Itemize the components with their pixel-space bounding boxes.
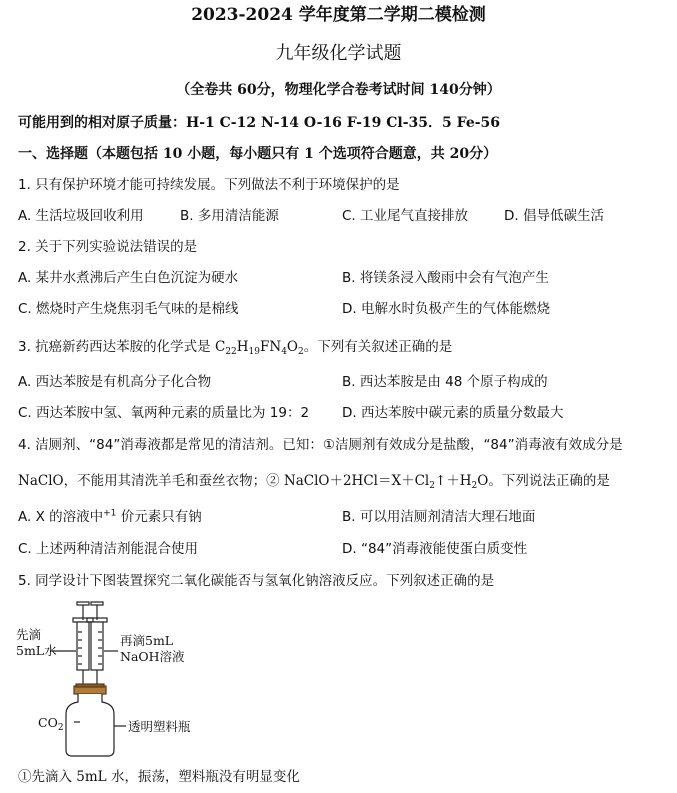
co2-text: CO	[38, 715, 58, 730]
left-plunger-cap	[77, 602, 89, 605]
eq-left: NaClO＋2HCl＝X＋Cl	[283, 473, 430, 489]
exam-note: （全卷共 60分，物理化学合卷考试时间 140分钟）	[176, 82, 501, 98]
q3-option-d: D. 西达苯胺中碳元素的质量分数最大	[342, 405, 564, 421]
q3-option-c: C. 西达苯胺中氢、氧两种元素的质量比为 19：2	[18, 405, 310, 421]
q4-a-post: 价元素只有钠	[116, 509, 202, 525]
q1-option-c: C. 工业尾气直接排放	[342, 208, 469, 224]
q4-stem2-pre: NaClO，不能用其清洗羊毛和蚕丝衣物；②	[18, 473, 284, 489]
right-plunger-cap	[91, 602, 103, 605]
formula-h-count: 19	[248, 347, 260, 357]
q5-item1: ①先滴入 5mL 水，振荡，塑料瓶没有明显变化	[18, 769, 300, 785]
q4-option-b: B. 可以用洁厕剂清洁大理石地面	[342, 509, 536, 525]
label-drip-first: 先滴	[16, 627, 42, 642]
formula-c: C	[214, 339, 226, 355]
q4-stem-line2	[18, 472, 610, 490]
q4-a-pre: A. X 的溶液中	[18, 509, 104, 525]
q3-stem-pre: 3. 抗癌新药西达苯胺的化学式是	[18, 339, 215, 355]
q4-option-d: D. “84”消毒液能使蛋白质变性	[342, 541, 528, 557]
q2-stem: 2. 关于下列实验说法错误的是	[18, 239, 198, 255]
q1-option-a: A. 生活垃圾回收利用	[18, 208, 144, 224]
q5-stem: 5. 同学设计下图装置探究二氧化碳能否与氢氧化钠溶液反应。下列叙述正确的是	[18, 573, 495, 589]
section-heading: 一、选择题（本题包括 10 小题，每小题只有 1 个选项符合题意，共 20分）	[18, 146, 498, 162]
q3-option-b: B. 西达苯胺是由 48 个原子构成的	[342, 374, 548, 390]
formula-n-count: 4	[281, 347, 287, 357]
label-co2	[38, 715, 64, 733]
label-5ml-water: 5mL水	[16, 643, 57, 658]
formula-o-count: 2	[298, 347, 304, 357]
q2-option-a: A. 某井水煮沸后产生白色沉淀为硬水	[18, 270, 239, 286]
eq-h: ＋H	[446, 473, 472, 489]
exam-title: 2023-2024 学年度第二学期二模检测	[191, 5, 486, 25]
apparatus-figure	[10, 598, 220, 760]
co2-count: 2	[57, 723, 64, 733]
q1-option-d: D. 倡导低碳生活	[504, 208, 604, 224]
formula-fn: FN	[260, 339, 282, 355]
gas-arrow-icon: ↑	[434, 473, 447, 489]
q3-option-a: A. 西达苯胺是有机高分子化合物	[18, 374, 212, 390]
q4-a-valence: +1	[103, 508, 117, 519]
q1-stem: 1. 只有保护环境才能可持续发展。下列做法不利于环境保护的是	[18, 177, 400, 193]
q2-option-c: C. 燃烧时产生烧焦羽毛气味的是棉线	[18, 301, 239, 317]
eq-o: O	[477, 473, 489, 489]
exam-subtitle: 九年级化学试题	[275, 43, 402, 64]
formula-o: O	[286, 339, 298, 355]
eq-cl-count: 2	[429, 481, 435, 491]
plastic-bottle	[66, 694, 114, 756]
eq-h-count: 2	[471, 481, 478, 491]
q3-stem-post: 。下列有关叙述正确的是	[303, 339, 453, 355]
q3-formula	[215, 339, 304, 355]
q2-option-d: D. 电解水时负极产生的气体能燃烧	[342, 301, 550, 317]
label-naoh-solution: NaOH溶液	[120, 649, 185, 664]
q4-equation	[284, 473, 488, 489]
q4-option-c: C. 上述两种清洁剂能混合使用	[18, 541, 199, 557]
q4-stem-line1: 4. 洁厕剂、“84”消毒液都是常见的清洁剂。已知：①洁厕剂有效成分是盐酸，“84”消毒液有效成分是	[18, 437, 623, 453]
formula-c-count: 22	[225, 347, 237, 357]
left-syringe-barrel	[77, 622, 89, 670]
right-syringe-barrel	[91, 622, 103, 670]
q4-stem2-post: 。下列说法正确的是	[488, 473, 610, 489]
q3-stem	[18, 338, 452, 356]
apparatus-diagram	[10, 598, 220, 760]
q4-option-a	[18, 508, 202, 526]
label-drip-then: 再滴5mL	[120, 633, 174, 648]
label-plastic-bottle: 透明塑料瓶	[128, 719, 191, 734]
formula-h: H	[236, 339, 249, 355]
q2-option-b: B. 将镁条浸入酸雨中会有气泡产生	[342, 270, 549, 286]
atomic-masses: 可能用到的相对原子质量：H-1 C-12 N-14 O-16 F-19 Cl-35．5 Fe-56	[18, 115, 501, 131]
q1-option-b: B. 多用清洁能源	[180, 208, 279, 224]
